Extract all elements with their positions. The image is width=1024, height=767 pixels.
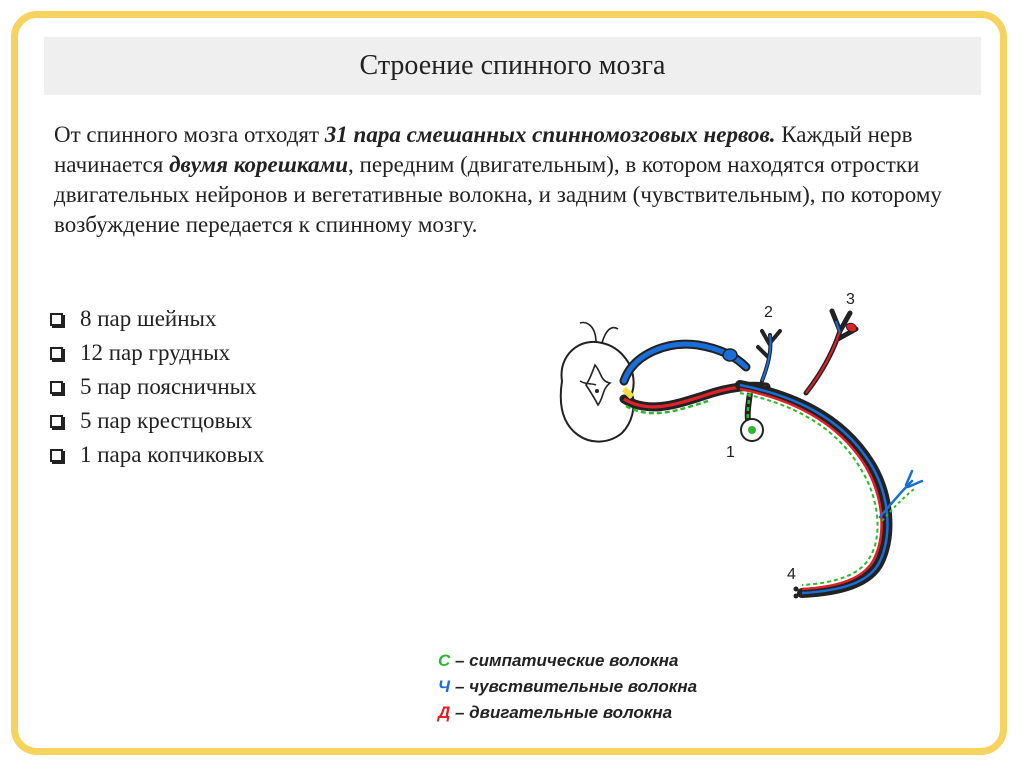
diagram-label-4: 4 [787, 566, 796, 583]
list-item [50, 302, 264, 336]
list-item [50, 370, 264, 404]
intro-paragraph [54, 120, 984, 240]
slide-title: Строение спинного мозга [359, 50, 666, 81]
legend-text: – двигательные волокна [455, 703, 673, 722]
list-item-text: 5 пар поясничных [80, 374, 257, 399]
nerve-pairs-list [50, 302, 264, 472]
dorsal-root [624, 344, 746, 381]
diagram-label-3: 3 [846, 291, 855, 308]
legend-letter: Д [438, 703, 451, 722]
fiber-legend [438, 648, 697, 726]
list-item-text: 12 пар грудных [80, 340, 231, 365]
legend-letter: Ч [438, 677, 451, 696]
intro-emphasis-1: 31 пара смешанных спинномозговых нервов. [324, 122, 776, 147]
intro-text-2: Каждый нерв начинается [54, 122, 913, 177]
list-item-text: 1 пара копчиковых [80, 442, 265, 467]
list-item [50, 404, 264, 438]
legend-item-sensory [438, 674, 697, 700]
legend-item-motor [438, 700, 697, 726]
list-item-text: 5 пар крестцовых [80, 408, 253, 433]
legend-letter: С [438, 651, 451, 670]
checkbox-bullet-icon [50, 381, 63, 394]
intro-emphasis-2: двумя корешками [169, 152, 349, 177]
spinal-nerve-diagram [540, 285, 940, 615]
checkbox-bullet-icon [50, 449, 63, 462]
checkbox-bullet-icon [50, 313, 63, 326]
dorsal-branch [758, 304, 780, 381]
list-item-text: 8 пар шейных [80, 306, 217, 331]
checkbox-bullet-icon [50, 347, 63, 360]
spinal-nerve-trunk [740, 385, 887, 599]
diagram-label-1: 1 [726, 444, 735, 461]
diagram-label-2: 2 [764, 304, 773, 321]
slide-title-bar [44, 37, 981, 95]
visceral-branch [806, 291, 856, 393]
list-item [50, 336, 264, 370]
sympathetic-ganglion [726, 393, 763, 461]
checkbox-bullet-icon [50, 415, 63, 428]
intro-text-3: , передним (двигательным), в котором находятся отростки двигательных нейронов и вегетативные волокна, и задним (чувствительным), по которому возбуждение передается к спинному мозгу. [54, 152, 942, 237]
legend-item-sympathetic [438, 648, 697, 674]
legend-text: – чувствительные волокна [455, 677, 698, 696]
intro-text-1: От спинного мозга отходят [54, 122, 325, 147]
list-item [50, 438, 264, 472]
legend-text: – симпатические волокна [455, 651, 679, 670]
